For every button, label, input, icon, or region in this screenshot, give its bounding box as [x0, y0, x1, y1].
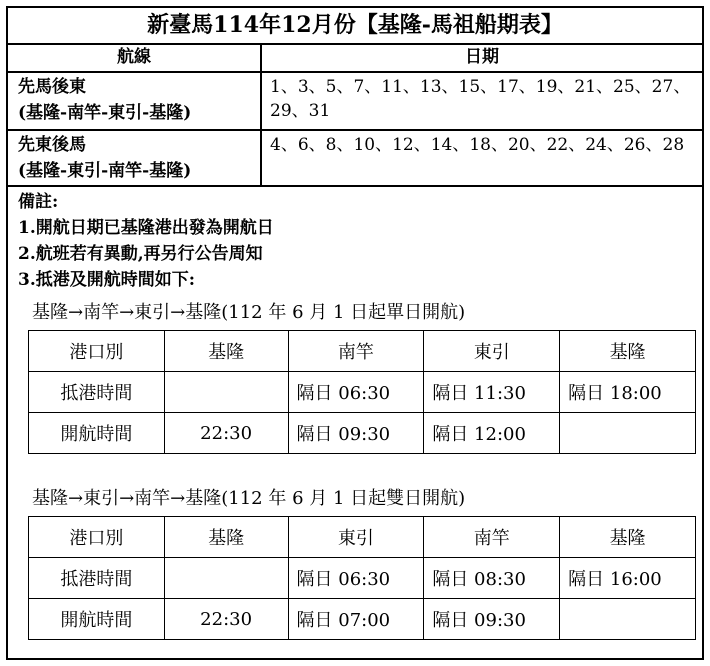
table-cell: 隔日 09:30: [288, 413, 424, 454]
table-cell: [164, 558, 288, 599]
divider: [8, 185, 702, 187]
column-header: 基隆: [164, 517, 288, 558]
schedule-1-subtitle: 基隆→南竿→東引→基隆(112 年 6 月 1 日起單日開航): [32, 302, 466, 323]
route-2-name: 先東後馬: [18, 135, 86, 155]
column-header: 南竿: [424, 517, 560, 558]
table-cell: 22:30: [164, 413, 288, 454]
page-title: 新臺馬114年12月份【基隆-馬祖船期表】: [147, 12, 563, 38]
divider: [8, 71, 702, 73]
divider: [8, 129, 702, 131]
column-header: 東引: [424, 331, 560, 372]
table-header-row: [29, 331, 696, 372]
table-row: [29, 413, 696, 454]
table-cell: 隔日 06:30: [288, 558, 424, 599]
table-row: [29, 372, 696, 413]
row-label: 開航時間: [29, 599, 165, 640]
column-header: 港口別: [29, 331, 165, 372]
column-header: 港口別: [29, 517, 165, 558]
table-cell: 隔日 18:00: [560, 372, 696, 413]
table-cell: 隔日 07:00: [288, 599, 424, 640]
row-label: 抵港時間: [29, 372, 165, 413]
table-cell: 隔日 09:30: [424, 599, 560, 640]
table-cell: 隔日 11:30: [424, 372, 560, 413]
column-header: 基隆: [164, 331, 288, 372]
table-cell: [560, 413, 696, 454]
column-header: 東引: [288, 517, 424, 558]
row-label: 開航時間: [29, 413, 165, 454]
table-cell: 隔日 12:00: [424, 413, 560, 454]
route-1-path: (基隆-南竿-東引-基隆): [18, 103, 192, 123]
column-divider: [260, 45, 262, 185]
schedule-sheet: [6, 6, 704, 660]
notes-heading: 備註:: [18, 192, 59, 212]
table-cell: 隔日 08:30: [424, 558, 560, 599]
table-cell: 22:30: [164, 599, 288, 640]
table-header-row: [29, 517, 696, 558]
table-row: [29, 599, 696, 640]
schedule-2-subtitle: 基隆→東引→南竿→基隆(112 年 6 月 1 日起雙日開航): [32, 488, 466, 509]
column-header: 基隆: [560, 517, 696, 558]
route-1-name: 先馬後東: [18, 77, 86, 97]
schedule-1-table: [28, 330, 696, 454]
table-cell: 隔日 06:30: [288, 372, 424, 413]
schedule-2-table: [28, 516, 696, 640]
dates-column-header: 日期: [465, 47, 499, 67]
route-1-dates: 1、3、5、7、11、13、15、17、19、21、25、27、29、31: [270, 77, 691, 121]
table-cell: [164, 372, 288, 413]
note-item: 1.開航日期已基隆港出發為開航日: [18, 218, 274, 238]
column-header: 基隆: [560, 331, 696, 372]
route-column-header: 航線: [117, 47, 151, 67]
row-label: 抵港時間: [29, 558, 165, 599]
note-item: 3.抵港及開航時間如下:: [18, 270, 196, 290]
route-2-path: (基隆-東引-南竿-基隆): [18, 161, 192, 181]
table-cell: 隔日 16:00: [560, 558, 696, 599]
note-item: 2.航班若有異動,再另行公告周知: [18, 244, 263, 264]
route-2-dates: 4、6、8、10、12、14、18、20、22、24、26、28: [270, 135, 685, 155]
table-cell: [560, 599, 696, 640]
column-header: 南竿: [288, 331, 424, 372]
table-row: [29, 558, 696, 599]
